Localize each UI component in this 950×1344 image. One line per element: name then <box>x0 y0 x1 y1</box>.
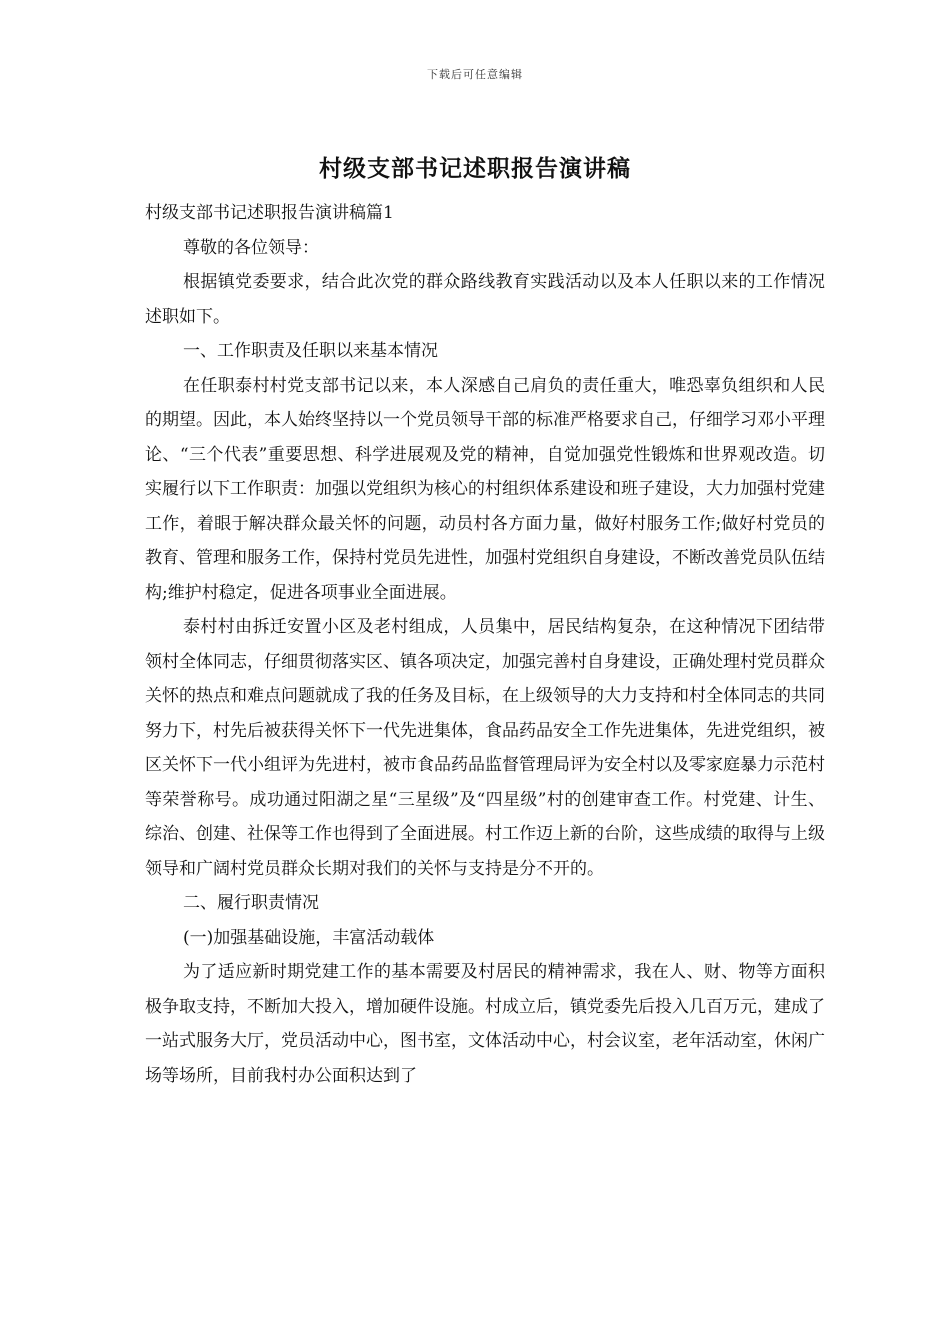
paragraph-achievements: 泰村村由拆迁安置小区及老村组成，人员集中，居民结构复杂，在这种情况下团结带领村全体同志，仔细贯彻落实区、镇各项决定，加强完善村自身建设，正确处理村党员群众关怀的热点和难点问题就成了我的任务及目标，在上级领导的大力支持和村全体同志的共同努力下，村先后被获得关怀下一代先进集体，食品药品安全工作先进集体，先进党组织，被区关怀下一代小组评为先进村，被市食品药品监督管理局评为安全村以及零家庭暴力示范村等荣誉称号。成功通过阳湖之星“三星级”及“四星级”村的创建审查工作。村党建、计生、综治、创建、社保等工作也得到了全面进展。村工作迈上新的台阶，这些成绩的取得与上级领导和广阔村党员群众长期对我们的关怀与支持是分不开的。 <box>145 617 825 879</box>
document-title: 村级支部书记述职报告演讲稿 <box>319 155 631 182</box>
section-heading-1: 一、工作职责及任职以来基本情况 <box>183 341 438 361</box>
subsection-heading-1: (一)加强基础设施，丰富活动载体 <box>183 927 435 948</box>
document-body <box>145 196 825 1093</box>
paragraph-salutation: 尊敬的各位领导： <box>183 237 319 258</box>
paragraph-intro: 根据镇党委要求，结合此次党的群众路线教育实践活动以及本人任职以来的工作情况述职如下。 <box>145 272 825 327</box>
section-heading-2: 二、履行职责情况 <box>183 893 319 913</box>
page-header-note: 下载后可任意编辑 <box>427 68 523 81</box>
paragraph-duties: 在任职泰村村党支部书记以来，本人深感自己肩负的责任重大，唯恐辜负组织和人民的期望。因此，本人始终坚持以一个党员领导干部的标准严格要求自己，仔细学习邓小平理论、“三个代表”重要思想、科学进展观及党的精神，自觉加强党性锻炼和世界观改造。切实履行以下工作职责：加强以党组织为核心的村组织体系建设和班子建设，大力加强村党建工作，着眼于解决群众最关怀的问题，动员村各方面力量，做好村服务工作;做好村党员的教育、管理和服务工作，保持村党员先进性，加强村党组织自身建设，不断改善党员队伍结构;维护村稳定，促进各项事业全面进展。 <box>145 375 825 603</box>
paragraph-infrastructure: 为了适应新时期党建工作的基本需要及村居民的精神需求，我在人、财、物等方面积极争取支持，不断加大投入，增加硬件设施。村成立后，镇党委先后投入几百万元，建成了一站式服务大厅，党员活动中心，图书室，文体活动中心，村会议室，老年活动室，休闲广场等场所，目前我村办公面积达到了 <box>145 962 825 1086</box>
document-subtitle: 村级支部书记述职报告演讲稿篇1 <box>145 203 394 223</box>
